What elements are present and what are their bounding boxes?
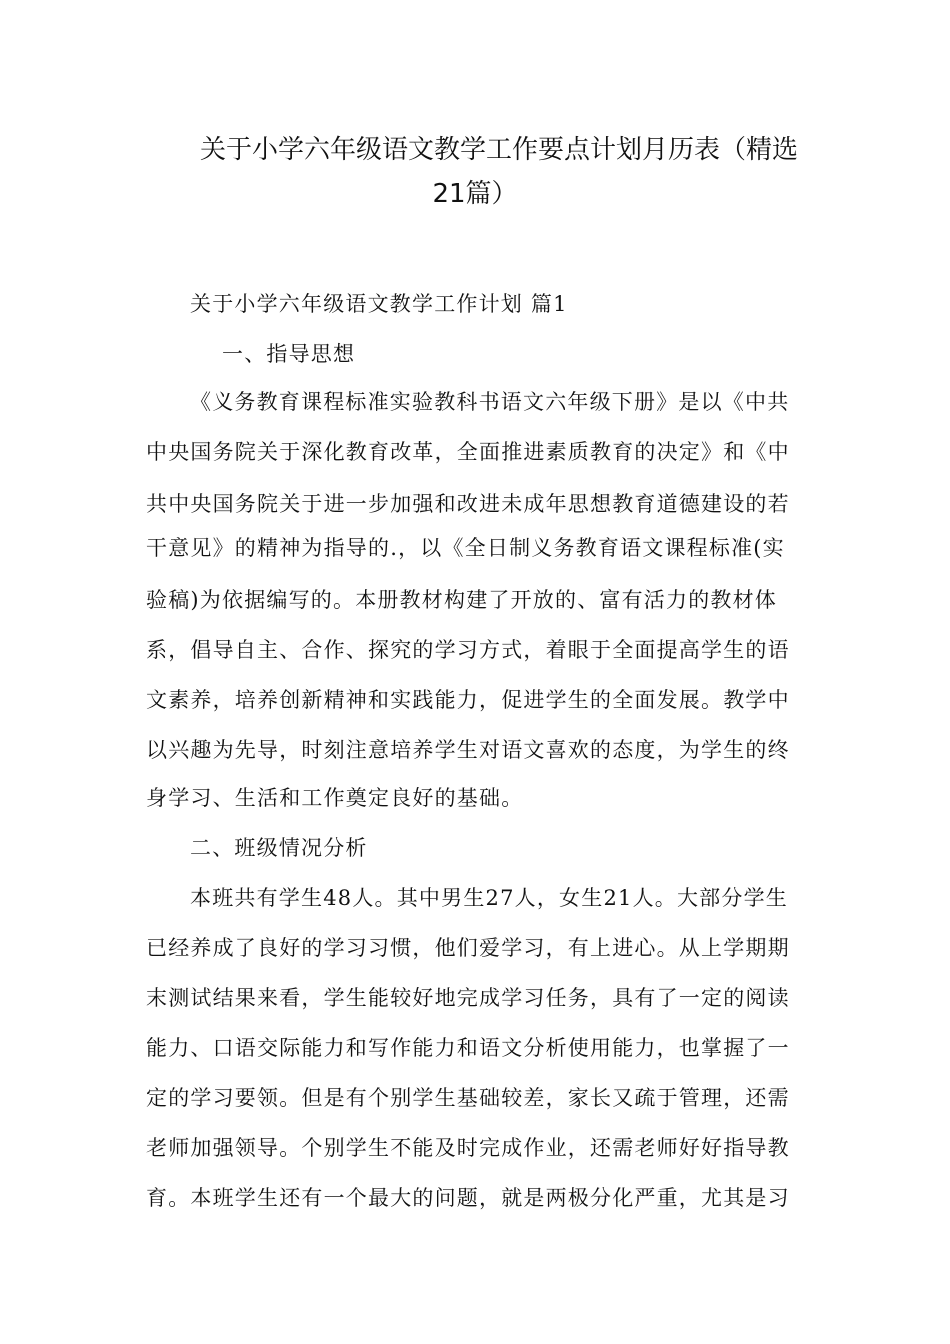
paragraph-line: 《义务教育课程标准实验教科书语文六年级下册》是以《中共 xyxy=(190,390,790,414)
paragraph-line: 共中央国务院关于进一步加强和改进未成年思想教育道德建设的若 xyxy=(146,492,790,516)
paragraph-line: 本班共有学生48人。其中男生27人，女生21人。大部分学生 xyxy=(190,886,788,910)
paragraph-line: 干意见》的精神为指导的.，以《全日制义务教育语文课程标准(实 xyxy=(146,536,785,560)
section-2-heading: 二、班级情况分析 xyxy=(190,836,368,860)
paragraph-line: 系，倡导自主、合作、探究的学习方式，着眼于全面提高学生的语 xyxy=(146,638,790,662)
paragraph-line: 身学习、生活和工作奠定良好的基础。 xyxy=(146,786,524,810)
paragraph-line: 老师加强领导。个别学生不能及时完成作业，还需老师好好指导教 xyxy=(146,1136,790,1160)
document-title-line-2: 21篇） xyxy=(432,179,518,209)
paragraph-line: 育。本班学生还有一个最大的问题，就是两极分化严重，尤其是习 xyxy=(146,1186,790,1210)
section-1-heading: 一、指导思想 xyxy=(222,342,356,366)
paragraph-line: 文素养，培养创新精神和实践能力，促进学生的全面发展。教学中 xyxy=(146,688,790,712)
paragraph-line: 末测试结果来看，学生能较好地完成学习任务，具有了一定的阅读 xyxy=(146,986,790,1010)
paragraph-line: 已经养成了良好的学习习惯，他们爱学习，有上进心。从上学期期 xyxy=(146,936,790,960)
paragraph-line: 能力、口语交际能力和写作能力和语文分析使用能力，也掌握了一 xyxy=(146,1036,790,1060)
paragraph-line: 定的学习要领。但是有个别学生基础较差，家长又疏于管理，还需 xyxy=(146,1086,790,1110)
paragraph-line: 以兴趣为先导，时刻注意培养学生对语文喜欢的态度，为学生的终 xyxy=(146,738,790,762)
paragraph-line: 验稿)为依据编写的。本册教材构建了开放的、富有活力的教材体 xyxy=(146,588,777,612)
article-heading: 关于小学六年级语文教学工作计划 篇1 xyxy=(190,292,568,316)
paragraph-line: 中央国务院关于深化教育改革，全面推进素质教育的决定》和《中 xyxy=(146,440,790,464)
document-title-line-1: 关于小学六年级语文教学工作要点计划月历表（精选 xyxy=(200,135,799,165)
